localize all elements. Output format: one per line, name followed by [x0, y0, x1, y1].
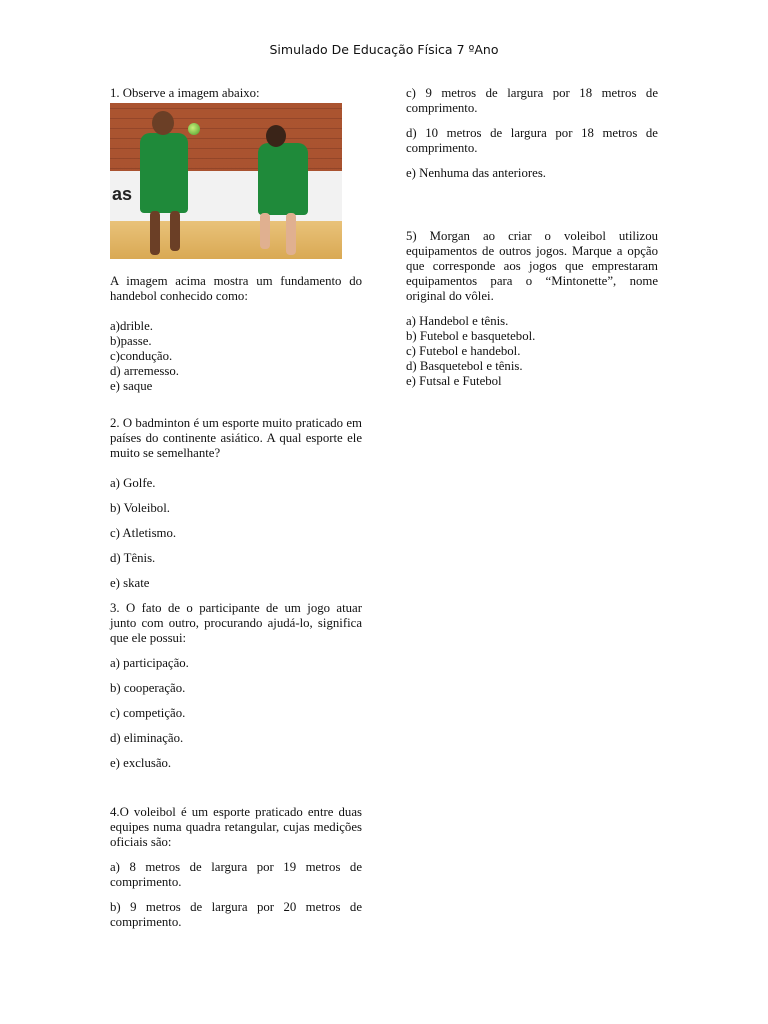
- q2-option-a: a) Golfe.: [110, 476, 156, 490]
- q1-prompt: 1. Observe a imagem abaixo:: [110, 86, 260, 100]
- player-left-leg-2: [170, 211, 180, 251]
- q3-text: 3. O fato de o participante de um jogo atuar junto com outro, procurando ajudá-lo, significa que ele possui:: [110, 601, 362, 645]
- q5-text: 5) Morgan ao criar o voleibol utilizou equipamentos de outros jogos. Marque a opção que corresponde aos jogos que emprestaram equipamentos para o “Mintonette”, nome original do vôlei.: [406, 229, 658, 303]
- q1-option-b: b)passe.: [110, 334, 152, 348]
- q4-option-b: b) 9 metros de largura por 20 metros de comprimento.: [110, 900, 362, 929]
- q2-option-c: c) Atletismo.: [110, 526, 177, 540]
- right-column: [406, 86, 658, 389]
- q4-option-e: e) Nenhuma das anteriores.: [406, 166, 546, 180]
- handball-ball: [188, 123, 200, 135]
- q1-option-e: e) saque: [110, 379, 153, 393]
- q1-option-d: d) arremesso.: [110, 364, 179, 378]
- q4-option-a: a) 8 metros de largura por 19 metros de comprimento.: [110, 860, 362, 889]
- q2-option-d: d) Tênis.: [110, 551, 156, 565]
- player-left: [140, 133, 188, 213]
- q3-option-d: d) eliminação.: [110, 731, 184, 745]
- player-right: [258, 143, 308, 215]
- banner-sign-text: as: [112, 184, 133, 204]
- q3-option-e: e) exclusão.: [110, 756, 172, 770]
- q1-option-a: a)drible.: [110, 319, 153, 333]
- player-left-leg: [150, 211, 160, 255]
- left-column: [110, 86, 362, 930]
- q2-text: 2. O badminton é um esporte muito praticado em países do continente asiático. A qual esporte ele muito se semelhante?: [110, 416, 362, 460]
- q3-option-c: c) competição.: [110, 706, 186, 720]
- q5-option-c: c) Futebol e handebol.: [406, 344, 521, 358]
- q3-option-a: a) participação.: [110, 656, 189, 670]
- handball-photo: [110, 103, 342, 259]
- court-floor: [110, 221, 342, 259]
- q2-option-b: b) Voleibol.: [110, 501, 170, 515]
- q5-option-e: e) Futsal e Futebol: [406, 374, 502, 388]
- q1-text: A imagem acima mostra um fundamento do handebol conhecido como:: [110, 274, 362, 303]
- player-right-leg: [260, 213, 270, 249]
- q5-option-b: b) Futebol e basquetebol.: [406, 329, 536, 343]
- player-left-head: [152, 111, 174, 135]
- q4-option-d: d) 10 metros de largura por 18 metros de comprimento.: [406, 126, 658, 155]
- q5-option-a: a) Handebol e tênis.: [406, 314, 509, 328]
- player-right-head: [266, 125, 286, 147]
- q4-text: 4.O voleibol é um esporte praticado entre duas equipes numa quadra retangular, cujas medições oficiais são:: [110, 805, 362, 849]
- q5-option-d: d) Basquetebol e tênis.: [406, 359, 523, 373]
- q2-option-e: e) skate: [110, 576, 150, 590]
- q4-option-c: c) 9 metros de largura por 18 metros de comprimento.: [406, 86, 658, 115]
- q1-option-c: c)condução.: [110, 349, 173, 363]
- document-title: Simulado De Educação Física 7 ºAno: [269, 42, 499, 57]
- player-right-leg-2: [286, 213, 296, 255]
- q3-option-b: b) cooperação.: [110, 681, 186, 695]
